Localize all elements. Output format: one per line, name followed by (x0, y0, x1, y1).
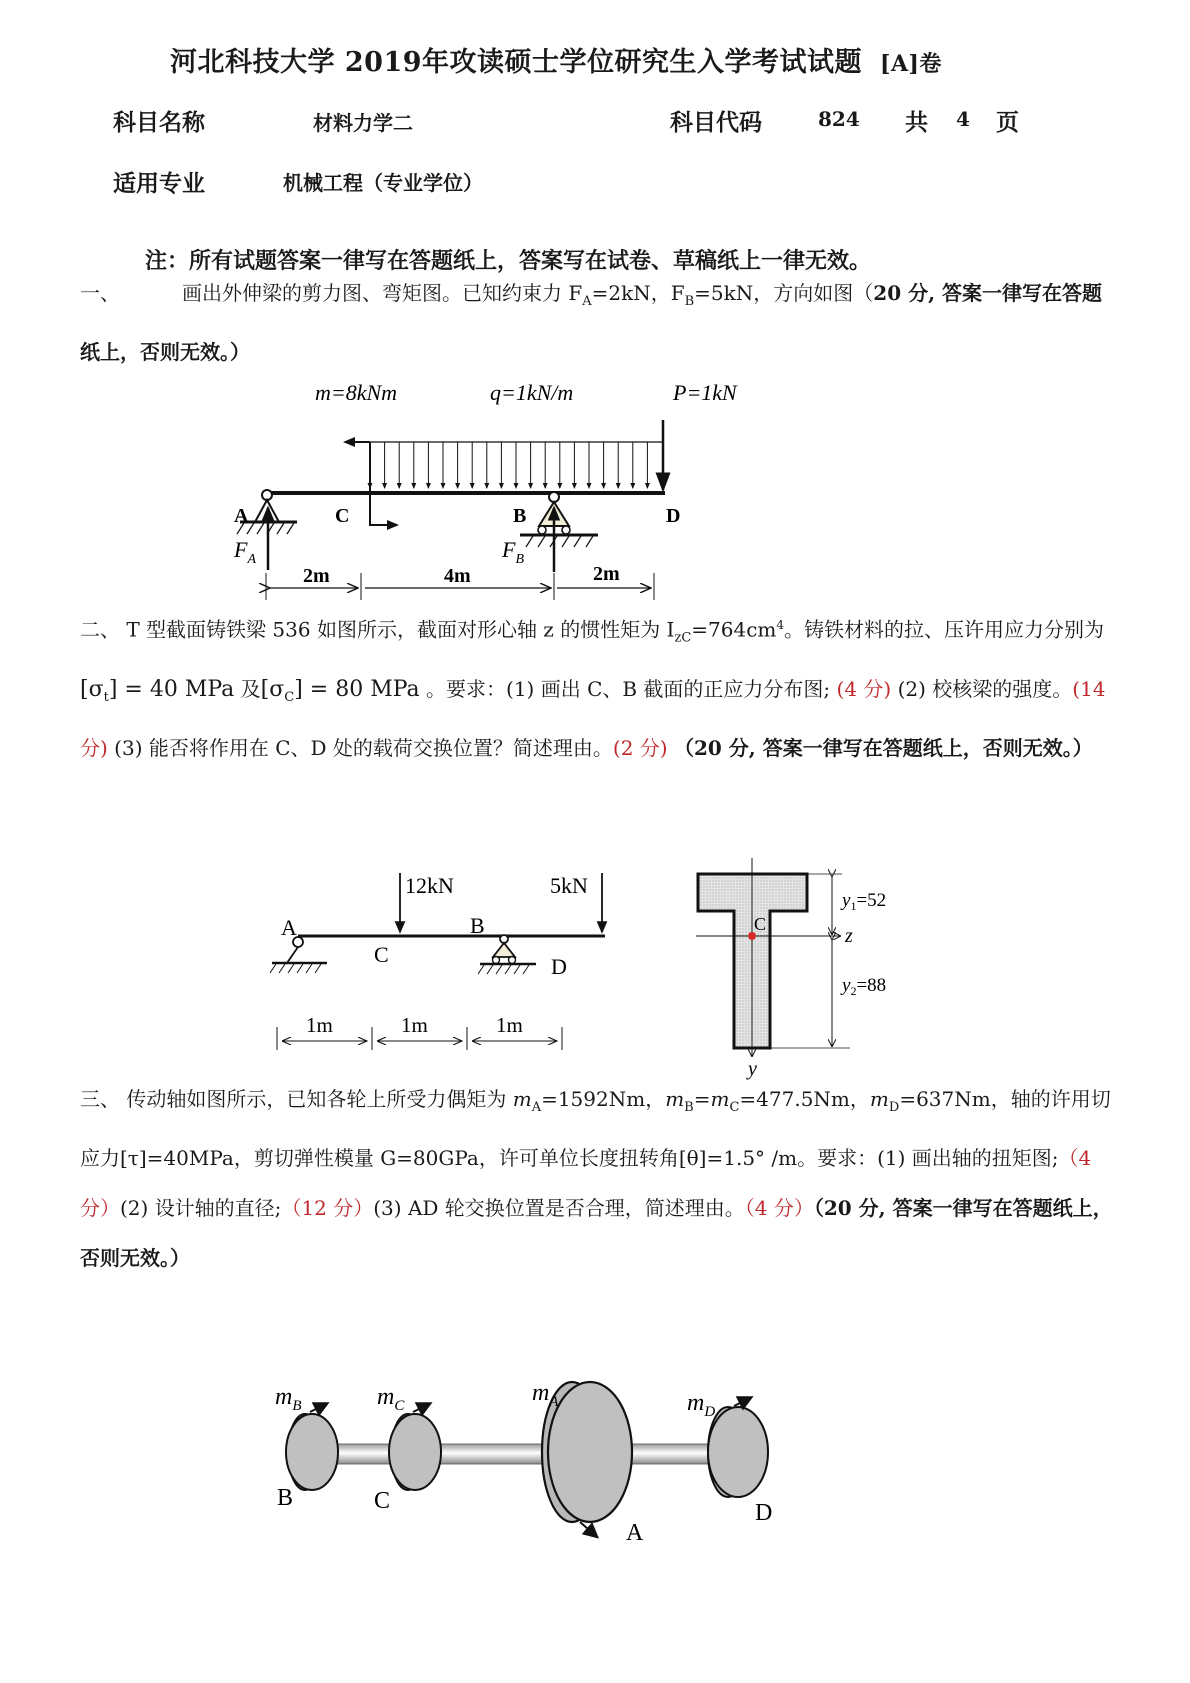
pages-prefix: 共 (905, 109, 928, 136)
q1-dim-label-3: 2m (593, 563, 620, 585)
pages-count: 4 (956, 107, 970, 131)
q3-ma: m (512, 1087, 532, 1111)
ma-label: $m_A$ (532, 1380, 559, 1410)
q2-dim-label-2: 1m (401, 1013, 428, 1037)
major-value: 机械工程（专业学位） (283, 171, 483, 195)
major-label: 适用专业 (113, 170, 205, 197)
q3-mc-sub: C (729, 1100, 740, 1115)
q1-fb-sub: B (684, 294, 695, 309)
q2-point-d: D (551, 954, 567, 979)
code-value: 824 (818, 107, 860, 131)
q1-reaction-b-label: $F_B$ (502, 537, 525, 567)
q2-sigma-t-value: ] = 40 MPa (108, 676, 235, 702)
title-text: 河北科技大学 2019年攻读硕士学位研究生入学考试试题 (170, 47, 863, 78)
disk-b (286, 1414, 338, 1490)
q1-load-label: q=1kN/m (490, 380, 574, 405)
subject-label: 科目名称 (113, 109, 205, 136)
q2-score3: (2 分) (612, 735, 668, 760)
q3-ma-value: =1592Nm， (541, 1087, 666, 1111)
disk-c (389, 1414, 441, 1490)
q2-beam-figure (240, 850, 620, 1050)
q2-score2: (14 分) (80, 676, 1106, 760)
q2-sigma-c-sub: C (284, 689, 295, 705)
q2-sigma-t-sub: t (103, 689, 109, 705)
q1-dim-label-1: 2m (303, 565, 330, 587)
q3-mc: =m (693, 1087, 730, 1111)
y-axis-label: y (748, 1058, 757, 1080)
question-2-text (80, 600, 1120, 773)
q1-point-c: C (335, 505, 350, 527)
q2-sigma-c: [σ (260, 676, 285, 702)
y2-label: $y_2=88$ (842, 975, 887, 998)
q2-req3: (3) 能否将作用在 C、D 处的载荷交换位置？简述理由。 (114, 735, 613, 760)
q2-roller-2 (509, 957, 516, 964)
mc-label: $m_C$ (377, 1384, 405, 1414)
q1-point-a: A (234, 505, 249, 527)
q1-fb: =5kN，方向如图（ (694, 281, 874, 305)
q1-roller-2 (562, 526, 570, 534)
disk-d-label: D (755, 1500, 773, 1526)
q3-req2: (2) 设计轴的直径; (120, 1196, 282, 1220)
volume-label: [A]卷 (880, 51, 942, 77)
q2-dim-label-3: 1m (496, 1013, 523, 1037)
q2-iz-value: =764cm (691, 617, 777, 642)
q3-number: 三、 (80, 1087, 120, 1111)
q2-t-section-figure (670, 850, 910, 1080)
disk-a-label: A (626, 1520, 644, 1546)
q2-load-d-label: 5kN (550, 873, 588, 898)
q1-moment-label: m=8kNm (315, 380, 398, 405)
mc-arrow (413, 1404, 429, 1412)
q3-mc-value: =477.5Nm， (739, 1087, 870, 1111)
disk-b-label: B (277, 1485, 294, 1511)
q2-iz-sub: zC (674, 630, 692, 646)
q2-sigma-t: [σ (80, 676, 104, 702)
q3-md: m (869, 1087, 889, 1111)
q2-score1: (4 分) (836, 676, 892, 701)
disk-d (708, 1407, 768, 1497)
q1-fa: =2kN，F (591, 281, 685, 305)
z-axis-label: z (845, 925, 853, 947)
q1-fa-sub: A (582, 294, 592, 309)
q1-point-b: B (513, 505, 527, 527)
q1-reaction-a-label: $F_A$ (234, 537, 257, 567)
q2-support-b (493, 943, 515, 957)
q1-score: 20 分, 答案一律写在答题纸上，否则无效。） (80, 281, 1103, 364)
q2-support-a (287, 947, 309, 963)
q2-dim-label-1: 1m (306, 1013, 333, 1037)
question-3-text (80, 1074, 1120, 1283)
md-label: $m_D$ (687, 1390, 716, 1420)
q2-roller-1 (493, 957, 500, 964)
q1-roller-1 (538, 526, 546, 534)
q2-point-c: C (374, 942, 389, 967)
q3-score1: （4 分） (80, 1146, 1092, 1220)
q1-point-d: D (666, 505, 681, 527)
q3-score3: （4 分） (744, 1196, 814, 1220)
q1-beam-figure (200, 380, 760, 600)
q2-number: 二、 (80, 617, 120, 642)
q1-hatch-b (526, 536, 593, 547)
y1-label: $y_1=52$ (842, 890, 887, 913)
q2-req2: (2) 校核梁的强度。 (897, 676, 1073, 701)
q1-number: 一、 (80, 281, 120, 305)
q2-and: 及 (234, 676, 261, 701)
q3-mb: m (665, 1087, 685, 1111)
q3-mb-sub: B (684, 1100, 694, 1115)
q2-iz-sup: 4 (776, 618, 785, 632)
q1-distributed-load-arrows (370, 442, 647, 488)
pages-suffix: 页 (996, 109, 1019, 136)
q2-total: （20 分, 答案一律写在答题纸上，否则无效。） (673, 735, 1093, 760)
q1-force-label: P=1kN (673, 380, 737, 405)
mb-arrow (310, 1404, 326, 1412)
q3-line1: 传动轴如图所示，已知各轮上所受力偶矩为 (126, 1087, 513, 1111)
q2-point-b: B (470, 913, 485, 938)
q2-hatch-b (478, 965, 529, 974)
exam-note: 注：所有试题答案一律写在答题纸上，答案写在试卷、草稿纸上一律无效。 (145, 248, 872, 274)
q2-req1: 。要求：(1) 画出 C、B 截面的正应力分布图; (419, 676, 831, 701)
q3-total: （20 分, 答案一律写在答题纸上，否则无效。） (80, 1196, 1113, 1270)
q2-point-a: A (281, 915, 297, 940)
md-arrow (734, 1398, 750, 1406)
q1-body: 画出外伸梁的剪力图、弯矩图。已知约束力 F (182, 281, 583, 305)
shaft (318, 1444, 738, 1464)
q2-load-c-label: 12kN (405, 873, 454, 898)
q2-line1: T 型截面铸铁梁 536 如图所示，截面对形心轴 z 的惯性矩为 I (126, 617, 675, 642)
exam-title (170, 40, 942, 79)
q2-sigma-c-value: ] = 80 MPa (294, 676, 420, 702)
q2-line1-end: 。铸铁材料的拉、压许用应力分别为 (784, 617, 1105, 642)
q3-md-sub: D (888, 1100, 900, 1115)
q2-hatch-a (270, 964, 321, 973)
subject-value: 材料力学二 (313, 111, 413, 135)
q3-ma-sub: A (531, 1100, 542, 1115)
q1-dim-label-2: 4m (444, 565, 471, 587)
q3-req3: (3) AD 轮交换位置是否合理，简述理由。 (373, 1196, 745, 1220)
disk-c-label: C (374, 1488, 391, 1514)
code-label: 科目代码 (670, 109, 762, 136)
mb-label: $m_B$ (275, 1384, 302, 1414)
centroid-label: C (754, 914, 767, 934)
q3-md-value: =637Nm，轴的许用切应力[τ]=40MPa，剪切弹性模量 G=80GPa，许可单位长度扭转角[θ]=1.5° /m。要求：(1) 画出轴的扭矩图; (80, 1087, 1111, 1170)
q3-shaft-figure (250, 1360, 810, 1560)
ma-arrow (580, 1522, 596, 1536)
q1-moment-lower (370, 442, 397, 525)
question-1-text (80, 268, 1120, 377)
q3-score2: （12 分） (281, 1196, 374, 1220)
